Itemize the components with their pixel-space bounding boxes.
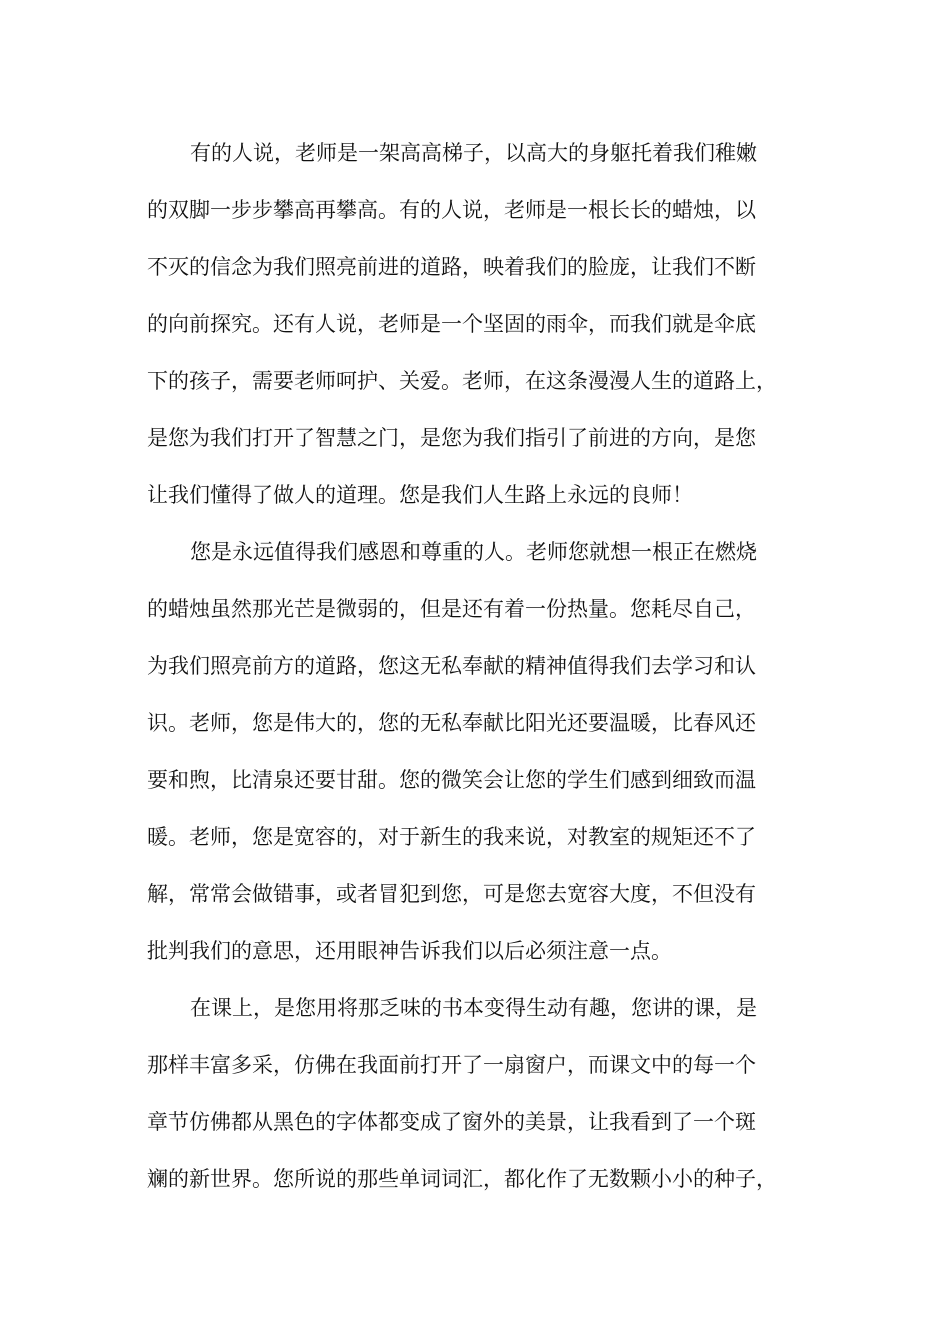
paragraph-2-line-6: 暖。老师，您是宽容的，对于新生的我来说，对教室的规矩还不了 xyxy=(147,825,756,849)
paragraph-2-line-3: 为我们照亮前方的道路，您这无私奉献的精神值得我们去学习和认 xyxy=(147,654,756,678)
paragraph-2-line-2: 的蜡烛虽然那光芒是微弱的，但是还有着一份热量。您耗尽自己， xyxy=(147,597,756,621)
paragraph-3-line-1: 在课上，是您用将那乏味的书本变得生动有趣，您讲的课，是 xyxy=(190,996,757,1020)
paragraph-2-line-7: 解，常常会做错事，或者冒犯到您，可是您去宽容大度，不但没有 xyxy=(147,882,756,906)
paragraph-1-line-7: 让我们懂得了做人的道理。您是我们人生路上永远的良师！ xyxy=(147,483,693,507)
paragraph-1-line-4: 的向前探究。还有人说，老师是一个坚固的雨伞，而我们就是伞底 xyxy=(147,312,756,336)
paragraph-2-line-1: 您是永远值得我们感恩和尊重的人。老师您就想一根正在燃烧 xyxy=(190,540,757,564)
paragraph-3-line-3: 章节仿佛都从黑色的字体都变成了窗外的美景，让我看到了一个斑 xyxy=(147,1110,756,1134)
paragraph-3-line-2: 那样丰富多采，仿佛在我面前打开了一扇窗户，而课文中的每一个 xyxy=(147,1053,756,1077)
paragraph-2-line-4: 识。老师，您是伟大的，您的无私奉献比阳光还要温暖，比春风还 xyxy=(147,711,756,735)
paragraph-1-line-2: 的双脚一步步攀高再攀高。有的人说，老师是一根长长的蜡烛，以 xyxy=(147,198,756,222)
paragraph-1-line-1: 有的人说，老师是一架高高梯子，以高大的身躯托着我们稚嫩 xyxy=(190,141,757,165)
paragraph-2-line-5: 要和煦，比清泉还要甘甜。您的微笑会让您的学生们感到细致而温 xyxy=(147,768,756,792)
paragraph-1-line-3: 不灭的信念为我们照亮前进的道路，映着我们的脸庞，让我们不断 xyxy=(147,255,756,279)
paragraph-1-line-5: 下的孩子，需要老师呵护、关爱。老师，在这条漫漫人生的道路上， xyxy=(147,369,777,393)
paragraph-1-line-6: 是您为我们打开了智慧之门，是您为我们指引了前进的方向，是您 xyxy=(147,426,756,450)
paragraph-2-line-8: 批判我们的意思，还用眼神告诉我们以后必须注意一点。 xyxy=(147,939,672,963)
paragraph-3-line-4: 斓的新世界。您所说的那些单词词汇，都化作了无数颗小小的种子， xyxy=(147,1167,777,1191)
